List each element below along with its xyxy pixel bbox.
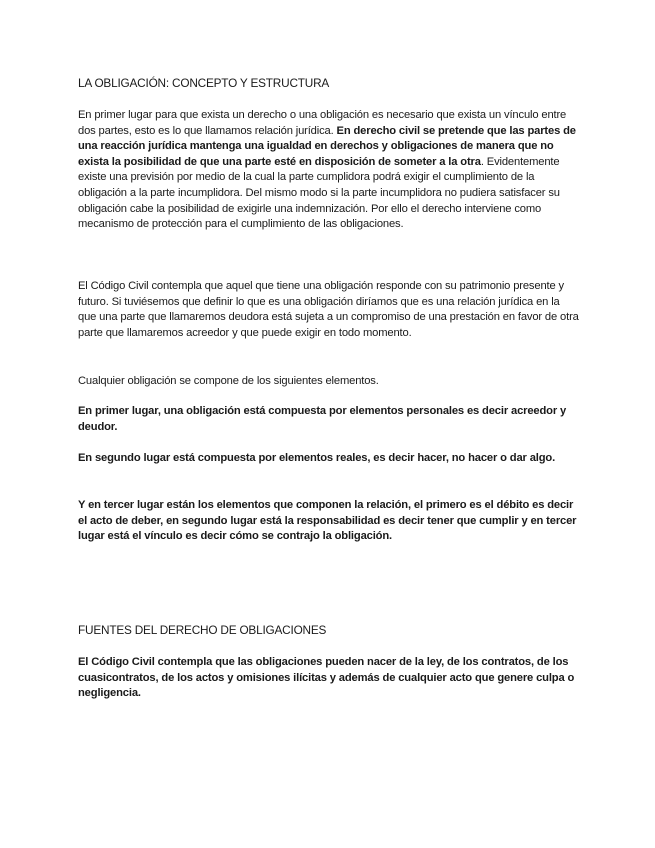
paragraph-relacion-juridica-intro: En primer lugar para que exista un derecho o una obligación es necesario que exista un vínculo entre dos partes, esto es lo que llamamos relación jurídica. — [78, 109, 567, 137]
paragraph-elementos-personales: En primer lugar, una obligación está compuesta por elementos personales es decir acreedor y deudor. — [78, 405, 567, 433]
section-title-obligacion: LA OBLIGACIÓN: CONCEPTO Y ESTRUCTURA — [78, 76, 330, 90]
paragraph-relacion-juridica-rest: . Evidentemente existe una previsión por medio de la cual la parte cumplidora podrá exigir el cumplimiento de la obligación a la parte incumplidora. Del mismo modo si la parte incumplidora no pudiera satisfacer su obligación cabe la posibilidad de exigirle una indemnización. Por ello el derecho interviene como mecanismo de protección para el cumplimiento de las obligaciones. — [78, 155, 560, 231]
paragraph-codigo-civil: El Código Civil contempla que aquel que tiene una obligación responde con su patrimonio presente y futuro. Si tuviésemos que definir lo que es una obligación diríamos que es una relación jurídica en la que una parte que llamaremos deudora está sujeta a un compromiso de una prestación en favor de otra parte que llamaremos acreedor y que puede exigir en todo momento. — [78, 280, 579, 339]
paragraph-fuentes: El Código Civil contempla que las obligaciones pueden nacer de la ley, de los contratos, de los cuasicontratos, de los actos y omisiones ilícitas y además de cualquier acto que genere culpa o negligencia. — [78, 656, 575, 700]
paragraph-elementos-reales: En segundo lugar está compuesta por elementos reales, es decir hacer, no hacer o dar algo. — [78, 452, 556, 464]
paragraph-relacion-juridica — [78, 108, 580, 233]
paragraph-elementos-relacion: Y en tercer lugar están los elementos que componen la relación, el primero es el débito es decir el acto de deber, en segundo lugar está la responsabilidad es decir tener que cumplir y en tercer lugar está el vínculo es decir cómo se contrajo la obligación. — [78, 499, 577, 543]
paragraph-elementos-intro: Cualquier obligación se compone de los siguientes elementos. — [78, 375, 379, 387]
section-title-fuentes: FUENTES DEL DERECHO DE OBLIGACIONES — [78, 623, 327, 637]
paragraph-relacion-juridica-bold: En derecho civil se pretende que las partes de una reacción jurídica mantenga una igualdad en derechos y obligaciones de manera que no exista la posibilidad de que una parte esté en disposición de someter a la otra — [78, 124, 576, 168]
